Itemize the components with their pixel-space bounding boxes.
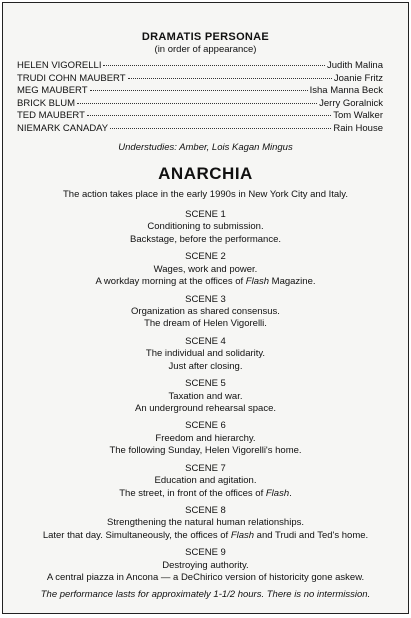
scene-block	[3, 547, 408, 589]
cast-actor: Rain House	[333, 122, 383, 134]
scene-block	[3, 420, 408, 462]
scene-block	[3, 463, 408, 505]
scene-place: The dream of Helen Vigorelli.	[144, 318, 267, 330]
cast-actor: Joanie Fritz	[333, 72, 383, 84]
scene-place: Just after closing.	[168, 360, 243, 372]
scene-label: SCENE 5	[185, 378, 226, 390]
cast-list	[17, 60, 383, 136]
scene-place	[3, 488, 408, 500]
cast-role: HELEN VIGORELLI	[17, 60, 102, 71]
program-page	[2, 2, 409, 614]
cast-actor: Jerry Goralnick	[319, 97, 383, 109]
leader-dots	[128, 78, 332, 79]
scene-place	[3, 530, 408, 542]
scene-label: SCENE 3	[185, 293, 226, 305]
scene-place-text: A workday morning at the offices of	[95, 276, 246, 288]
cast-role: BRICK BLUM	[17, 97, 76, 109]
magazine-title: Flash	[245, 276, 270, 288]
scene-theme: Strengthening the natural human relationships.	[107, 517, 304, 529]
scene-block	[3, 294, 408, 336]
cast-row	[17, 123, 383, 136]
scene-place-text: Magazine.	[269, 276, 316, 288]
cast-row	[17, 110, 383, 123]
scene-place: A central piazza in Ancona — a DeChirico version of historicity gone askew.	[46, 572, 365, 584]
leader-dots	[87, 115, 331, 116]
magazine-title: Flash	[265, 487, 290, 499]
scene-place-text: Later that day. Simultaneously, the offices of	[42, 529, 231, 541]
cast-actor: Judith Malina	[327, 60, 383, 71]
scene-theme: Conditioning to submission.	[147, 221, 264, 233]
leader-dots	[103, 65, 325, 66]
magazine-title: Flash	[230, 529, 255, 541]
scene-place	[3, 276, 408, 288]
scene-theme: Organization as shared consensus.	[131, 306, 280, 317]
leader-dots	[90, 90, 308, 91]
scene-theme: Wages, work and power.	[153, 263, 258, 275]
scene-place: Backstage, before the performance.	[129, 233, 282, 245]
cast-row	[17, 98, 383, 111]
scene-place-text: and Trudi and Ted's home.	[254, 529, 369, 541]
scene-block	[3, 336, 408, 378]
scene-place: The following Sunday, Helen Vigorelli's home.	[109, 445, 302, 457]
duration-note: The performance lasts for approximately 1-1/2 hours. There is no intermission.	[40, 589, 371, 600]
scene-label: SCENE 2	[185, 251, 226, 263]
scene-block	[3, 251, 408, 293]
scene-label: SCENE 8	[185, 505, 226, 517]
cast-row	[17, 60, 383, 73]
appearance-order-note: (in order of appearance)	[154, 44, 257, 55]
leader-dots	[110, 128, 331, 129]
scene-label: SCENE 7	[185, 462, 226, 474]
scene-label: SCENE 9	[185, 547, 226, 559]
scene-label: SCENE 1	[185, 209, 226, 220]
scene-block	[3, 505, 408, 547]
cast-row	[17, 73, 383, 86]
leader-dots	[77, 103, 317, 104]
scene-list	[3, 209, 408, 590]
scene-theme: Education and agitation.	[154, 475, 257, 487]
cast-actor: Tom Walker	[333, 110, 383, 122]
cast-actor: Isha Manna Beck	[309, 85, 383, 97]
scene-place: An underground rehearsal space.	[134, 403, 276, 414]
cast-role: TED MAUBERT	[17, 110, 85, 122]
cast-role: MEG MAUBERT	[17, 85, 88, 97]
scene-theme: The individual and solidarity.	[145, 348, 266, 360]
scene-place-text: .	[289, 487, 292, 499]
scene-theme: Taxation and war.	[168, 390, 243, 402]
scene-theme: Destroying authority.	[162, 559, 249, 571]
cast-role: NIEMARK CANADAY	[17, 122, 109, 134]
scene-block	[3, 209, 408, 251]
cast-role: TRUDI COHN MAUBERT	[17, 72, 126, 84]
setting-description: The action takes place in the early 1990s in New York City and Italy.	[63, 189, 348, 200]
dramatis-personae-heading: DRAMATIS PERSONAE	[141, 31, 270, 43]
scene-theme: Freedom and hierarchy.	[155, 432, 256, 444]
scene-block	[3, 378, 408, 420]
play-title: ANARCHIA	[158, 164, 253, 183]
understudies-line: Understudies: Amber, Lois Kagan Mingus	[118, 142, 293, 153]
cast-row	[17, 85, 383, 98]
scene-label: SCENE 4	[185, 335, 226, 347]
scene-place-text: The street, in front of the offices of	[119, 487, 266, 499]
scene-label: SCENE 6	[185, 420, 226, 432]
